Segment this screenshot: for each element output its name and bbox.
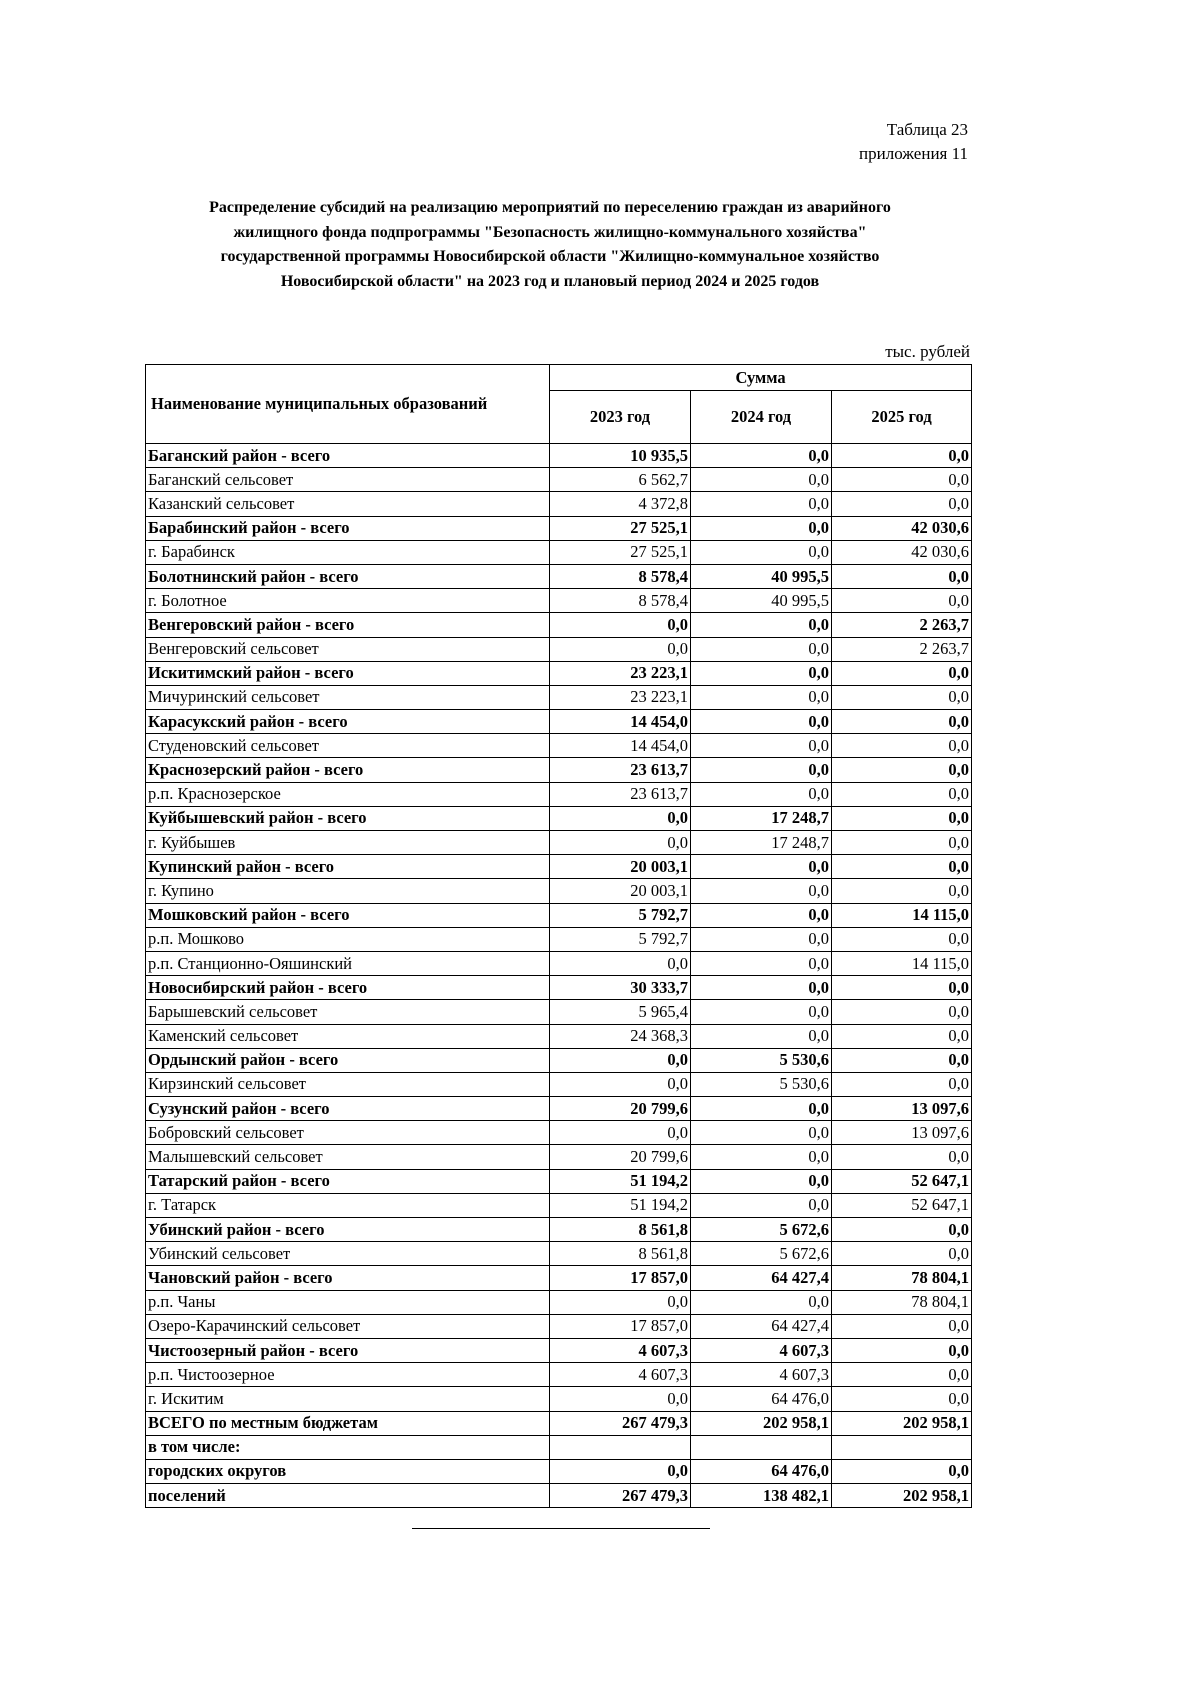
amount-cell: 0,0 [832,1314,972,1338]
title-line: Распределение субсидий на реализацию мероприятий по переселению граждан из аварийного [209,199,891,216]
amount-cell: 0,0 [832,879,972,903]
municipality-name: р.п. Станционно-Ояшинский [146,951,550,975]
amount-cell: 202 958,1 [832,1484,972,1508]
amount-cell: 0,0 [832,1338,972,1362]
table-body [146,444,972,1508]
amount-cell: 4 607,3 [691,1363,832,1387]
amount-cell: 0,0 [550,1387,691,1411]
municipality-name: р.п. Мошково [146,927,550,951]
amount-cell: 0,0 [832,1048,972,1072]
amount-cell: 267 479,3 [550,1484,691,1508]
document-title [140,196,960,294]
amount-cell: 0,0 [691,1121,832,1145]
amount-cell: 14 454,0 [550,734,691,758]
amount-cell: 0,0 [832,492,972,516]
amount-cell: 0,0 [691,540,832,564]
title-line: жилищного фонда подпрограммы "Безопасность жилищно-коммунального хозяйства" [233,223,867,241]
amount-cell: 0,0 [550,1048,691,1072]
table-row [146,710,972,734]
amount-cell: 0,0 [691,1169,832,1193]
amount-cell: 13 097,6 [832,1097,972,1121]
table-row [146,734,972,758]
municipality-name: Новосибирский район - всего [146,976,550,1000]
municipality-name: Мичуринский сельсовет [146,685,550,709]
amount-cell: 0,0 [691,468,832,492]
table-row [146,1363,972,1387]
municipality-name: Студеновский сельсовет [146,734,550,758]
municipality-name: р.п. Чаны [146,1290,550,1314]
amount-cell: 0,0 [832,831,972,855]
amount-cell: 14 454,0 [550,710,691,734]
amount-cell: 17 857,0 [550,1314,691,1338]
municipality-name: Чановский район - всего [146,1266,550,1290]
municipality-name: Татарский район - всего [146,1169,550,1193]
table-row [146,1145,972,1169]
amount-cell: 5 672,6 [691,1242,832,1266]
table-row [146,1072,972,1096]
table-row [146,564,972,588]
amount-cell: 0,0 [550,1121,691,1145]
amount-cell: 78 804,1 [832,1266,972,1290]
amount-cell: 0,0 [691,879,832,903]
title-line: Новосибирской области" на 2023 год и плановый период 2024 и 2025 годов [280,272,820,290]
footer-divider [412,1528,710,1529]
table-row [146,1266,972,1290]
amount-cell: 0,0 [550,613,691,637]
amount-cell [691,1435,832,1459]
amount-cell: 8 578,4 [550,589,691,613]
amount-cell: 5 792,7 [550,903,691,927]
amount-cell: 64 427,4 [691,1266,832,1290]
table-row [146,516,972,540]
table-row [146,758,972,782]
table-row [146,831,972,855]
municipality-name: поселений [146,1484,550,1508]
municipality-name: Куйбышевский район - всего [146,806,550,830]
amount-cell: 4 607,3 [691,1338,832,1362]
amount-cell: 0,0 [832,710,972,734]
amount-cell: 0,0 [550,637,691,661]
amount-cell: 0,0 [550,1072,691,1096]
amount-cell: 0,0 [691,492,832,516]
amount-cell [832,1435,972,1459]
amount-cell [550,1435,691,1459]
municipality-name: г. Искитим [146,1387,550,1411]
table-row [146,1459,972,1483]
amount-cell: 5 530,6 [691,1048,832,1072]
column-header-year: 2023 год [550,391,691,444]
amount-cell: 13 097,6 [832,1121,972,1145]
amount-cell: 40 995,5 [691,564,832,588]
amount-cell: 0,0 [691,710,832,734]
amount-cell: 20 799,6 [550,1145,691,1169]
municipality-name: г. Татарск [146,1193,550,1217]
amount-cell: 0,0 [691,927,832,951]
amount-cell: 0,0 [832,468,972,492]
table-row [146,637,972,661]
municipality-name: Сузунский район - всего [146,1097,550,1121]
table-row [146,782,972,806]
amount-cell: 27 525,1 [550,516,691,540]
amount-cell: 64 476,0 [691,1459,832,1483]
amount-cell: 20 003,1 [550,855,691,879]
amount-cell: 51 194,2 [550,1169,691,1193]
column-header-year: 2024 год [691,391,832,444]
amount-cell: 0,0 [691,1097,832,1121]
table-row [146,1097,972,1121]
amount-cell: 6 562,7 [550,468,691,492]
amount-cell: 20 799,6 [550,1097,691,1121]
municipality-name: Болотнинский район - всего [146,564,550,588]
amount-cell: 0,0 [550,831,691,855]
amount-cell: 0,0 [832,1459,972,1483]
amount-cell: 0,0 [832,806,972,830]
amount-cell: 23 613,7 [550,758,691,782]
municipality-name: Малышевский сельсовет [146,1145,550,1169]
amount-cell: 0,0 [691,903,832,927]
amount-cell: 5 965,4 [550,1000,691,1024]
amount-cell: 40 995,5 [691,589,832,613]
municipality-name: Мошковский район - всего [146,903,550,927]
municipality-name: Озеро-Карачинский сельсовет [146,1314,550,1338]
amount-cell: 0,0 [691,1193,832,1217]
municipality-name: Купинский район - всего [146,855,550,879]
amount-cell: 14 115,0 [832,951,972,975]
municipality-name: Венгеровский сельсовет [146,637,550,661]
amount-cell: 78 804,1 [832,1290,972,1314]
municipality-name: городских округов [146,1459,550,1483]
municipality-name: Искитимский район - всего [146,661,550,685]
amount-cell: 0,0 [691,1145,832,1169]
table-row [146,1169,972,1193]
amount-cell: 51 194,2 [550,1193,691,1217]
amount-cell: 0,0 [691,976,832,1000]
amount-cell: 0,0 [832,444,972,468]
table-row [146,1193,972,1217]
table-row [146,806,972,830]
amount-cell: 202 958,1 [832,1411,972,1435]
amount-cell: 0,0 [832,1024,972,1048]
table-row [146,1218,972,1242]
municipality-name: Бобровский сельсовет [146,1121,550,1145]
amount-cell: 0,0 [832,734,972,758]
amount-cell: 52 647,1 [832,1193,972,1217]
amount-cell: 0,0 [832,685,972,709]
subsidy-table [145,364,972,1508]
table-row [146,1024,972,1048]
amount-cell: 8 578,4 [550,564,691,588]
municipality-name: Карасукский район - всего [146,710,550,734]
amount-cell: 4 607,3 [550,1338,691,1362]
amount-cell: 0,0 [550,951,691,975]
table-row [146,855,972,879]
municipality-name: Убинский район - всего [146,1218,550,1242]
amount-cell: 23 223,1 [550,685,691,709]
municipality-name: в том числе: [146,1435,550,1459]
column-header-year: 2025 год [832,391,972,444]
amount-cell: 5 530,6 [691,1072,832,1096]
amount-cell: 30 333,7 [550,976,691,1000]
title-line: государственной программы Новосибирской области "Жилищно-коммунальное хозяйство [220,248,880,265]
amount-cell: 42 030,6 [832,540,972,564]
table-row [146,444,972,468]
table-row [146,1411,972,1435]
amount-cell: 8 561,8 [550,1218,691,1242]
amount-cell: 0,0 [691,661,832,685]
amount-cell: 2 263,7 [832,637,972,661]
table-row [146,1000,972,1024]
amount-cell: 17 248,7 [691,831,832,855]
amount-cell: 5 672,6 [691,1218,832,1242]
table-row [146,1387,972,1411]
municipality-name: г. Куйбышев [146,831,550,855]
amount-cell: 52 647,1 [832,1169,972,1193]
table-row [146,1048,972,1072]
amount-cell: 5 792,7 [550,927,691,951]
amount-cell: 27 525,1 [550,540,691,564]
table-row [146,1314,972,1338]
municipality-name: р.п. Чистоозерное [146,1363,550,1387]
amount-cell: 0,0 [832,1218,972,1242]
amount-cell: 202 958,1 [691,1411,832,1435]
amount-cell: 0,0 [832,564,972,588]
amount-cell: 0,0 [832,1072,972,1096]
amount-cell: 0,0 [832,1242,972,1266]
table-row [146,927,972,951]
amount-cell: 0,0 [550,806,691,830]
amount-cell: 4 372,8 [550,492,691,516]
amount-cell: 17 857,0 [550,1266,691,1290]
amount-cell: 0,0 [691,444,832,468]
amount-cell: 17 248,7 [691,806,832,830]
amount-cell: 0,0 [691,734,832,758]
amount-cell: 0,0 [832,976,972,1000]
amount-cell: 0,0 [691,613,832,637]
table-row [146,1338,972,1362]
table-row [146,903,972,927]
table-row [146,1290,972,1314]
amount-cell: 0,0 [832,589,972,613]
amount-cell: 0,0 [691,1024,832,1048]
amount-cell: 0,0 [691,1290,832,1314]
units-label: тыс. рублей [885,342,970,361]
amount-cell: 14 115,0 [832,903,972,927]
table-row [146,1121,972,1145]
amount-cell: 2 263,7 [832,613,972,637]
municipality-name: Барабинский район - всего [146,516,550,540]
municipality-name: Каменский сельсовет [146,1024,550,1048]
municipality-name: Краснозерский район - всего [146,758,550,782]
municipality-name: г. Барабинск [146,540,550,564]
municipality-name: Ордынский район - всего [146,1048,550,1072]
table-row [146,1435,972,1459]
table-row [146,685,972,709]
table-row [146,492,972,516]
municipality-name: ВСЕГО по местным бюджетам [146,1411,550,1435]
amount-cell: 0,0 [691,637,832,661]
amount-cell: 0,0 [691,855,832,879]
amount-cell: 10 935,5 [550,444,691,468]
amount-cell: 64 427,4 [691,1314,832,1338]
municipality-name: Баганский район - всего [146,444,550,468]
municipality-name: Барышевский сельсовет [146,1000,550,1024]
amount-cell: 0,0 [832,758,972,782]
municipality-name: Казанский сельсовет [146,492,550,516]
municipality-name: Чистоозерный район - всего [146,1338,550,1362]
amount-cell: 23 223,1 [550,661,691,685]
appendix-number: приложения 11 [859,144,968,163]
table-row [146,540,972,564]
municipality-name: г. Купино [146,879,550,903]
amount-cell: 0,0 [832,855,972,879]
amount-cell: 0,0 [832,927,972,951]
amount-cell: 267 479,3 [550,1411,691,1435]
amount-cell: 64 476,0 [691,1387,832,1411]
table-row [146,468,972,492]
municipality-name: Убинский сельсовет [146,1242,550,1266]
amount-cell: 42 030,6 [832,516,972,540]
amount-cell: 24 368,3 [550,1024,691,1048]
amount-cell: 0,0 [832,782,972,806]
amount-cell: 0,0 [832,1000,972,1024]
amount-cell: 8 561,8 [550,1242,691,1266]
table-row [146,1484,972,1508]
amount-cell: 20 003,1 [550,879,691,903]
municipality-name: Баганский сельсовет [146,468,550,492]
table-row [146,589,972,613]
amount-cell: 0,0 [691,782,832,806]
amount-cell: 0,0 [691,758,832,782]
amount-cell: 0,0 [550,1459,691,1483]
table-row [146,1242,972,1266]
amount-cell: 0,0 [832,661,972,685]
amount-cell: 0,0 [691,516,832,540]
table-row [146,951,972,975]
amount-cell: 0,0 [550,1290,691,1314]
column-header-name: Наименование муниципальных образований [146,365,550,444]
amount-cell: 0,0 [832,1145,972,1169]
amount-cell: 4 607,3 [550,1363,691,1387]
municipality-name: р.п. Краснозерское [146,782,550,806]
municipality-name: г. Болотное [146,589,550,613]
amount-cell: 0,0 [832,1387,972,1411]
amount-cell: 23 613,7 [550,782,691,806]
table-row [146,613,972,637]
table-row [146,879,972,903]
column-header-sum: Сумма [550,365,972,391]
table-number: Таблица 23 [886,120,968,139]
table-row [146,661,972,685]
amount-cell: 0,0 [832,1363,972,1387]
amount-cell: 138 482,1 [691,1484,832,1508]
table-row [146,976,972,1000]
municipality-name: Кирзинский сельсовет [146,1072,550,1096]
municipality-name: Венгеровский район - всего [146,613,550,637]
amount-cell: 0,0 [691,951,832,975]
amount-cell: 0,0 [691,1000,832,1024]
amount-cell: 0,0 [691,685,832,709]
